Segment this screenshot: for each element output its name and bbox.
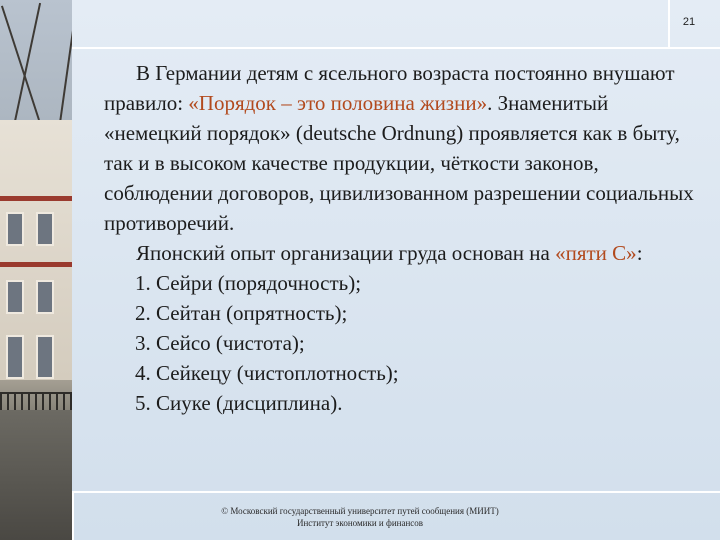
building-photo	[0, 0, 72, 540]
list-item: 5. Сиуке (дисциплина).	[135, 391, 343, 415]
footer-copyright: © Московский государственный университет путей сообщения (МИИТ)	[221, 506, 499, 516]
paragraph-germany	[104, 58, 704, 238]
paragraph-japan-quote: «пяти С»	[555, 241, 637, 265]
paragraph-japan-text-a: Японский опыт организации груда основан на	[136, 241, 556, 265]
paragraph-germany-text-a: В Германии детям с ясельного возраста постоянно внушают правило:	[104, 61, 675, 115]
list-item: 2. Сейтан (опрятность);	[135, 301, 348, 325]
paragraph-japan-text-b: :	[636, 241, 643, 265]
paragraph-germany-text-b: . Знаменитый «немецкий порядок» (deutsche Ordnung) проявляется как в быту, так и в высоком качестве продукции, чёткости законов, соблюдении договоров, цивилизованном разрешении социальных противоречий.	[104, 91, 694, 235]
footer	[190, 505, 530, 529]
bottom-rule	[72, 491, 720, 493]
list-item: 4. Сейкецу (чистоплотность);	[135, 361, 399, 385]
slide-content	[104, 58, 704, 418]
top-rule	[72, 47, 720, 49]
footer-institute: Институт экономики и финансов	[296, 518, 424, 528]
paragraph-germany-quote: «Порядок – это половина жизни»	[188, 91, 488, 115]
right-rule	[668, 0, 670, 47]
slide-number: 21	[682, 16, 696, 28]
paragraph-japan	[104, 238, 704, 268]
bottom-left-rule	[72, 491, 74, 540]
list-item: 1. Сейри (порядочность);	[135, 271, 362, 295]
list-item: 3. Сейсо (чистота);	[135, 331, 305, 355]
